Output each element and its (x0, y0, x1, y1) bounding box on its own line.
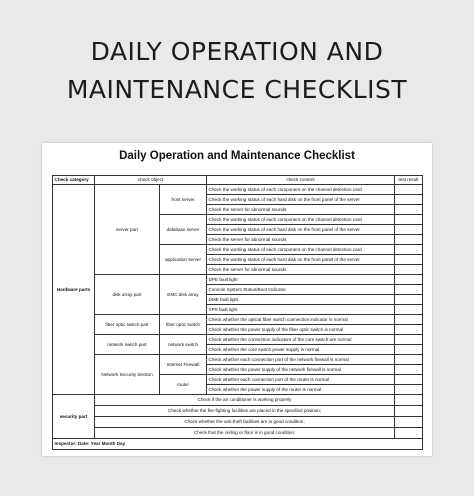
test-result-cell (395, 255, 423, 265)
test-result-cell (395, 385, 423, 395)
test-result-cell (395, 395, 423, 406)
test-result-cell (395, 265, 423, 275)
object-network-switch: network switch (160, 335, 207, 355)
check-content: Check that the ceiling or floor is in good condition; (95, 428, 395, 439)
table-row (53, 355, 423, 365)
table-row (53, 275, 423, 285)
test-result-cell (395, 365, 423, 375)
document-title: Daily Operation and Maintenance Checklist (119, 150, 355, 162)
check-content: Check whether the power supply of the network firewall is normal (207, 365, 395, 375)
check-content: Check the working status of each hard disk on the front panel of the server (207, 195, 395, 205)
test-result-cell (395, 325, 423, 335)
subcategory-network-switch-part: network switch part (95, 335, 160, 355)
subcategory-disk-array-part: disk array part (95, 275, 160, 315)
test-result-cell (395, 335, 423, 345)
object-fiber-switch: fiber optic switch (160, 315, 207, 335)
test-result-cell (395, 225, 423, 235)
check-content: Check whether each connection port of the router is normal (207, 375, 395, 385)
check-content: Check the working status of each component on the channel detection card (207, 185, 395, 195)
header-check-content: check content (207, 176, 395, 185)
inspector-date-line: Inspector: Date: Year Month Day (53, 439, 423, 450)
check-content: Check the working status of each hard disk on the front panel of the server (207, 225, 395, 235)
check-content: Check if the air conditioner is working properly (95, 395, 395, 406)
checklist-sheet (42, 143, 432, 456)
object-database-server: database server (160, 215, 207, 245)
category-hardware-parts: Hardware parts (53, 185, 95, 395)
subcategory-network-security-section: Network Security Section (95, 355, 160, 395)
object-front-server: front server (160, 185, 207, 215)
checklist-table (52, 175, 423, 450)
test-result-cell (395, 417, 423, 428)
check-content: DPE fault light (207, 275, 395, 285)
check-content: Check whether the power supply of the fiber optic switch is normal (207, 325, 395, 335)
check-content: SPS fault light (207, 305, 395, 315)
table-row (53, 185, 423, 195)
check-content: Check whether each connection port of the network firewall is normal (207, 355, 395, 365)
category-security-part: security part (53, 395, 95, 439)
subcategory-fiber-switch-part: fiber optic switch part (95, 315, 160, 335)
check-content: DME fault light (207, 295, 395, 305)
check-content: Check whether the optical fiber switch connection indicator is normal (207, 315, 395, 325)
check-content: Check the working status of each component on the channel detection card (207, 245, 395, 255)
table-row (53, 428, 423, 439)
check-content: Check the server for abnormal sounds (207, 205, 395, 215)
check-content: Console System Status/Boot Indicator (207, 285, 395, 295)
banner-title-line-2: MAINTENANCE CHECKLIST (66, 75, 408, 104)
test-result-cell (395, 315, 423, 325)
test-result-cell (395, 428, 423, 439)
object-router: router (160, 375, 207, 395)
banner-title-line-1: DAILY OPERATION AND (90, 37, 384, 66)
check-content: Check whether the anti-theft facilities are in good condition; (95, 417, 395, 428)
header-check-category: Check category (53, 176, 95, 185)
check-content: Check whether the core switch power supply is normal (207, 345, 395, 355)
check-content: Check the server for abnormal sounds (207, 235, 395, 245)
object-application-server: application server (160, 245, 207, 275)
test-result-cell (395, 305, 423, 315)
table-row (53, 395, 423, 406)
check-content: Check the working status of each component on the channel detection card (207, 215, 395, 225)
object-emc-disk-array: EMC disk array (160, 275, 207, 315)
test-result-cell (395, 205, 423, 215)
table-row (53, 315, 423, 325)
subcategory-server-part: server part (95, 185, 160, 275)
table-row (53, 406, 423, 417)
check-content: Check whether the fire-fighting facilities are placed in the specified position; (95, 406, 395, 417)
header-check-object: check object (95, 176, 207, 185)
table-row (53, 335, 423, 345)
check-content: Check whether the power supply of the router is normal (207, 385, 395, 395)
test-result-cell (395, 406, 423, 417)
test-result-cell (395, 195, 423, 205)
inspector-row (53, 439, 423, 450)
table-row (53, 417, 423, 428)
check-content: Check whether the connection indicators of the core switch are normal (207, 335, 395, 345)
test-result-cell (395, 295, 423, 305)
table-header-row (53, 176, 423, 185)
check-content: Check the working status of each hard disk on the front panel of the server (207, 255, 395, 265)
banner (0, 0, 474, 142)
test-result-cell (395, 275, 423, 285)
test-result-cell (395, 285, 423, 295)
test-result-cell (395, 375, 423, 385)
test-result-cell (395, 215, 423, 225)
test-result-cell (395, 245, 423, 255)
test-result-cell (395, 235, 423, 245)
header-test-result: test result (395, 176, 423, 185)
test-result-cell (395, 185, 423, 195)
check-content: Check the server for abnormal sounds (207, 265, 395, 275)
test-result-cell (395, 355, 423, 365)
object-internet-firewall: Internet Firewall (160, 355, 207, 375)
test-result-cell (395, 345, 423, 355)
